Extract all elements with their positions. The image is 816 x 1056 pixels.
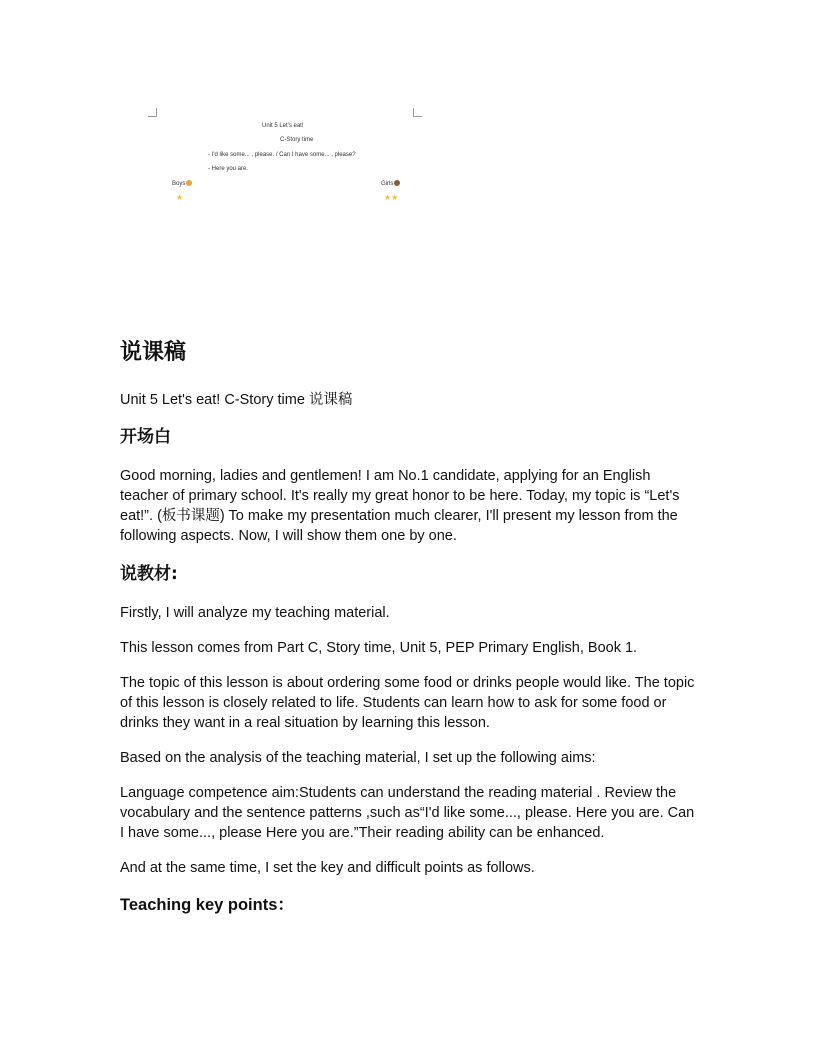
document-title: 说课稿 xyxy=(120,340,187,365)
boys-label: Boys xyxy=(172,181,186,187)
material-paragraph: Based on the analysis of the teaching material, I set up the following aims: xyxy=(120,750,596,766)
boys-star-icon: ★ xyxy=(176,193,184,202)
girls-label: Girls xyxy=(381,181,394,187)
material-heading: 说教材: xyxy=(120,564,178,584)
material-paragraph: The topic of this lesson is about ordering some food or drinks people would like. The topic of this lesson is closely related to life. Students can learn how to ask for some food or drinks they want in a real situation by learning this lesson. xyxy=(120,675,695,731)
material-paragraph: This lesson comes from Part C, Story time, Unit 5, PEP Primary English, Book 1. xyxy=(120,640,638,656)
board-boys-group xyxy=(172,180,192,188)
document-subtitle: Unit 5 Let's eat! C-Story time 说课稿 xyxy=(120,392,353,408)
opening-paragraph: Good morning, ladies and gentlemen! I am No.1 candidate, applying for an English teacher of primary school. It's really my great honor to be here. Today, my topic is “Let's eat!”. (板书课题) To make my presentation much clearer, I'll present my lesson from the following aspects. Now, I will show them one by one. xyxy=(120,468,680,544)
key-points-heading: Teaching key points： xyxy=(120,896,294,914)
board-sentence-1: - I'd like some... , please. / Can I have some... , please? xyxy=(208,152,356,158)
crop-mark-top-left xyxy=(148,108,157,117)
board-sentence-2: - Here you are. xyxy=(208,166,249,172)
board-girls-group xyxy=(381,180,400,188)
document-body xyxy=(120,330,700,917)
material-paragraph: Firstly, I will analyze my teaching material. xyxy=(120,605,390,621)
material-paragraph: Language competence aim:Students can understand the reading material . Review the vocabulary and the sentence patterns ,such as“I'd like some..., please. Here you are. Can I have some..., please Here you are.”Their reading ability can be enhanced. xyxy=(120,785,695,841)
girl-face-icon xyxy=(394,180,400,186)
girls-star-icon: ★★ xyxy=(384,193,399,202)
board-subtitle: C-Story time xyxy=(280,137,314,143)
material-paragraph: And at the same time, I set the key and difficult points as follows. xyxy=(120,860,535,876)
board-writing-image xyxy=(148,108,422,218)
opening-heading: 开场白 xyxy=(120,427,171,447)
crop-mark-top-right xyxy=(413,108,422,117)
board-title: Unit 5 Let's eat! xyxy=(262,123,304,129)
boy-face-icon xyxy=(186,180,192,186)
